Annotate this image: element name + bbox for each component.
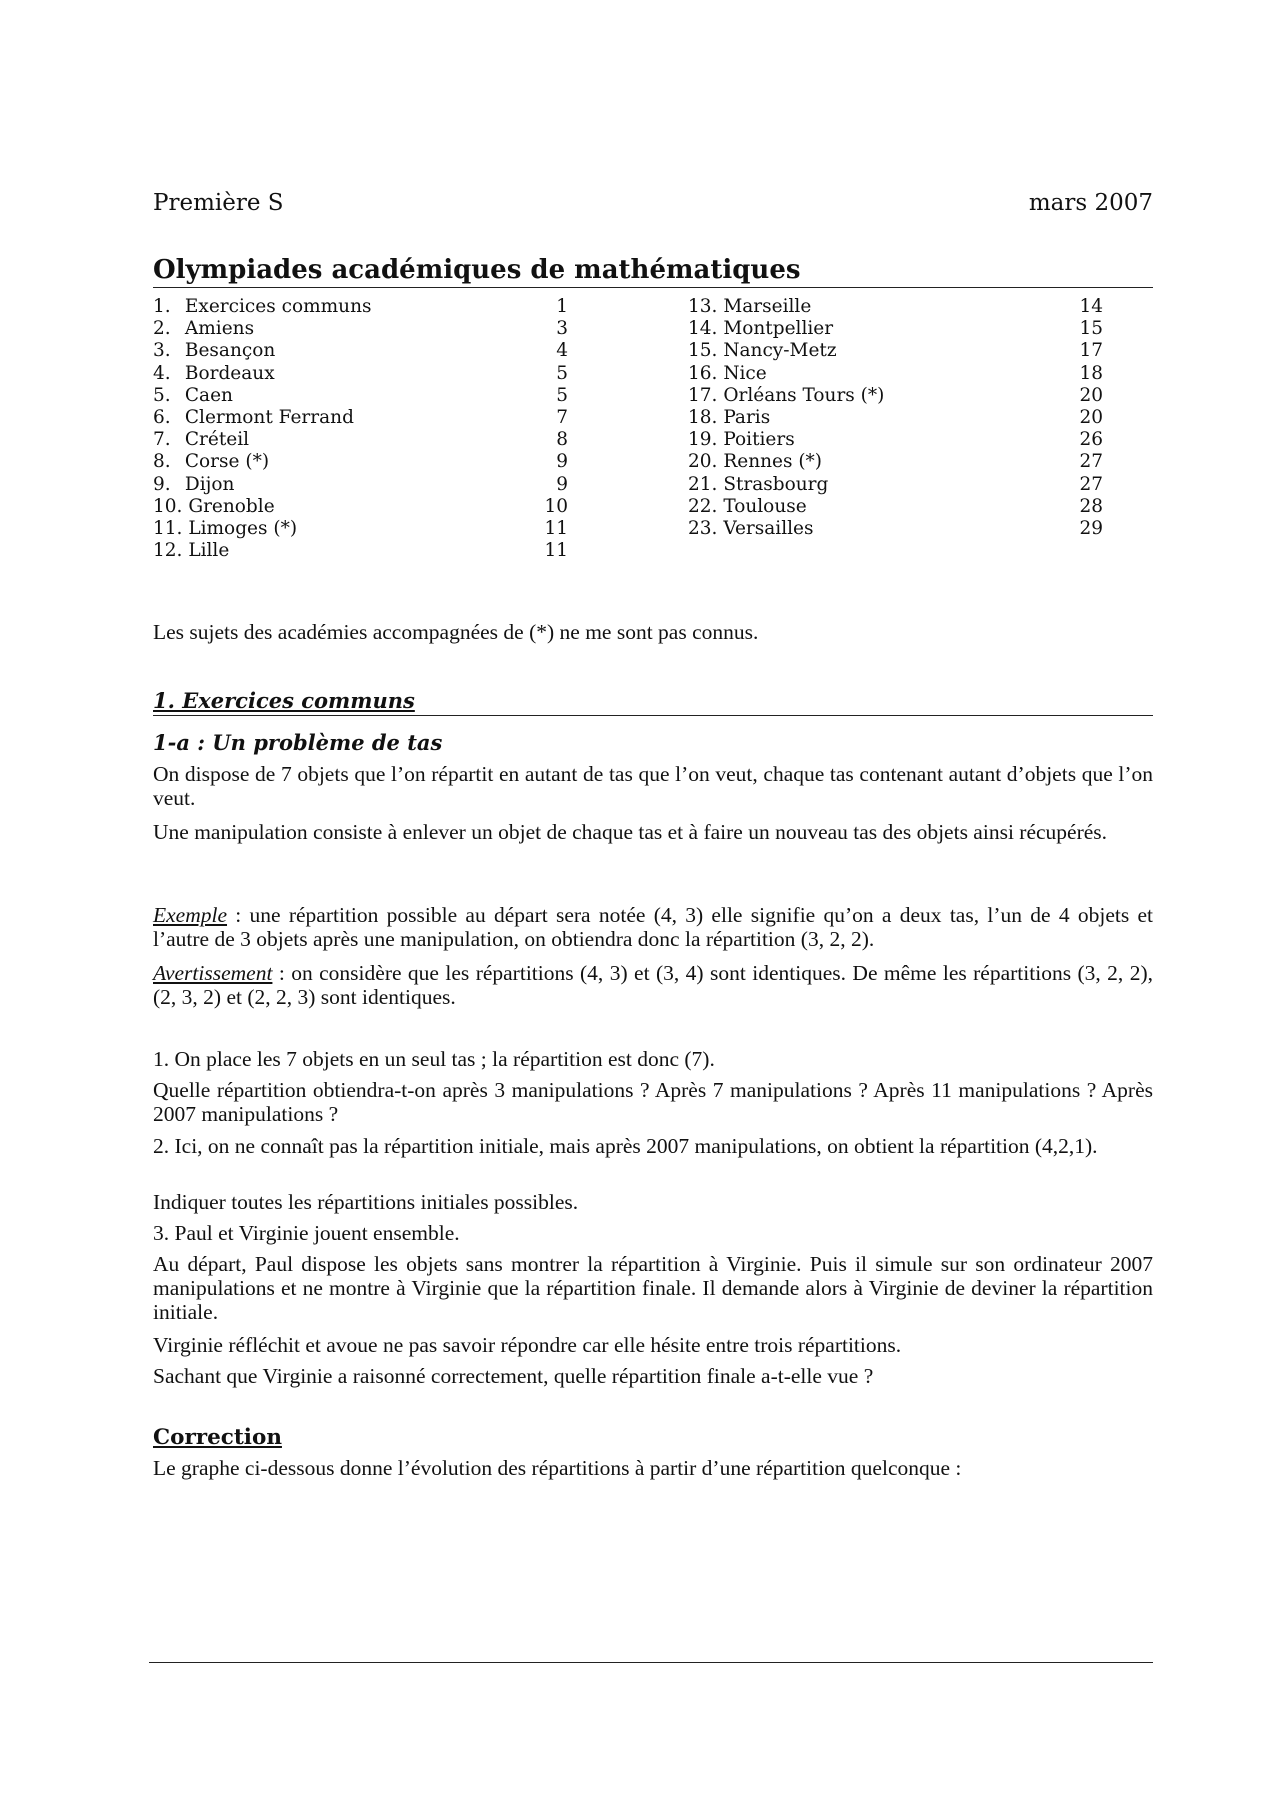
toc-entry-label bbox=[688, 496, 807, 518]
toc-entry-name: Toulouse bbox=[723, 495, 807, 517]
question-3-hesitation: Virginie réfléchit et avoue ne pas savoir répondre car elle hésite entre trois répartitions. bbox=[153, 1333, 902, 1357]
toc-entry-label bbox=[153, 540, 229, 562]
toc-entry-number: 7. bbox=[153, 429, 171, 451]
toc-entry bbox=[153, 296, 568, 318]
question-1-detail: Quelle répartition obtiendra-t-on après 3 manipulations ? Après 7 manipulations ? Après 11 manipulations ? Après 2007 manipulations ? bbox=[153, 1078, 1153, 1126]
toc-entry-number: 5. bbox=[153, 384, 171, 406]
exercise-title: 1-a : Un problème de tas bbox=[153, 730, 443, 755]
toc-entry-page: 5 bbox=[556, 384, 568, 406]
toc-entry-name: Versailles bbox=[723, 517, 814, 539]
toc-entry-name: Créteil bbox=[184, 429, 250, 451]
toc-entry-page: 20 bbox=[1079, 406, 1103, 428]
toc-entry-page: 9 bbox=[556, 451, 568, 473]
toc-entry-name: Grenoble bbox=[188, 495, 275, 517]
toc-entry-page: 11 bbox=[544, 517, 568, 539]
toc-entry-number: 19. bbox=[688, 429, 718, 451]
toc-entry-page: 3 bbox=[556, 318, 568, 340]
toc-entry-name: Exercices communs bbox=[184, 296, 372, 317]
example-label: Exemple bbox=[153, 903, 228, 927]
correction-text: Le graphe ci-dessous donne l’évolution des répartitions à partir d’une répartition quelconque : bbox=[153, 1456, 962, 1480]
question-3: 3. Paul et Virginie jouent ensemble. bbox=[153, 1221, 460, 1245]
toc-entry-name: Strasbourg bbox=[723, 473, 829, 495]
toc-entry-name: Limoges (*) bbox=[188, 517, 298, 539]
toc-entry-label bbox=[153, 451, 269, 473]
toc-entry-number: 1. bbox=[153, 296, 171, 317]
toc-entry bbox=[153, 318, 568, 340]
toc-entry-name: Dijon bbox=[184, 473, 235, 495]
toc-entry-number: 21. bbox=[688, 473, 718, 495]
toc-entry-name: Amiens bbox=[184, 318, 255, 340]
toc-entry-page: 20 bbox=[1079, 384, 1103, 406]
toc-entry-page: 5 bbox=[556, 362, 568, 384]
toc-entry-number: 3. bbox=[153, 340, 171, 362]
toc-right-column bbox=[688, 296, 1103, 540]
toc-entry-page: 1 bbox=[556, 296, 568, 317]
page-header bbox=[153, 190, 1153, 216]
toc-entry bbox=[688, 296, 1103, 318]
toc-entry-name: Paris bbox=[723, 406, 771, 428]
toc-entry bbox=[153, 385, 568, 407]
toc-entry bbox=[153, 429, 568, 451]
toc-entry-page: 15 bbox=[1079, 318, 1103, 340]
toc-entry bbox=[153, 340, 568, 362]
toc-entry bbox=[688, 340, 1103, 362]
toc-entry-page: 26 bbox=[1079, 429, 1103, 451]
toc-entry-label bbox=[153, 407, 354, 429]
toc-entry-name: Lille bbox=[188, 540, 230, 562]
toc-entry-page: 7 bbox=[556, 406, 568, 428]
toc-entry-number: 10. bbox=[153, 495, 183, 517]
toc-entry-number: 17. bbox=[688, 384, 718, 406]
header-date: mars 2007 bbox=[1028, 190, 1153, 216]
question-2: 2. Ici, on ne connaît pas la répartition initiale, mais après 2007 manipulations, on obtient la répartition (4,2,1). bbox=[153, 1134, 1098, 1158]
toc-entry-name: Bordeaux bbox=[184, 362, 275, 384]
toc-entry-name: Nice bbox=[723, 362, 767, 384]
toc-entry-name: Orléans Tours (*) bbox=[723, 384, 885, 406]
toc-entry-number: 18. bbox=[688, 406, 718, 428]
toc-entry-page: 27 bbox=[1079, 451, 1103, 473]
toc-entry bbox=[688, 385, 1103, 407]
toc-entry-name: Poitiers bbox=[723, 429, 795, 451]
toc-entry-page: 27 bbox=[1079, 473, 1103, 495]
unknown-subjects-note: Les sujets des académies accompagnées de (*) ne me sont pas connus. bbox=[153, 620, 759, 644]
toc-entry-page: 8 bbox=[556, 429, 568, 451]
toc-entry-page: 14 bbox=[1079, 296, 1103, 317]
correction-title: Correction bbox=[153, 1425, 282, 1450]
toc-entry-name: Rennes (*) bbox=[723, 451, 823, 473]
toc-entry-number: 8. bbox=[153, 451, 171, 473]
toc-entry-name: Montpellier bbox=[723, 318, 834, 340]
toc-entry bbox=[153, 363, 568, 385]
toc-entry-name: Marseille bbox=[723, 296, 812, 317]
toc-entry-label bbox=[153, 518, 297, 540]
toc-entry-name: Corse (*) bbox=[184, 451, 270, 473]
toc-entry-page: 18 bbox=[1079, 362, 1103, 384]
toc-entry-label bbox=[688, 296, 811, 318]
toc-entry-label bbox=[153, 474, 234, 496]
toc-entry bbox=[688, 318, 1103, 340]
toc-entry-name: Nancy-Metz bbox=[723, 340, 837, 362]
footer-divider bbox=[149, 1662, 1153, 1663]
toc-entry-name: Besançon bbox=[184, 340, 276, 362]
toc-entry-number: 9. bbox=[153, 473, 171, 495]
toc-entry-number: 12. bbox=[153, 540, 183, 562]
intro-paragraph-1: On dispose de 7 objets que l’on répartit en autant de tas que l’on veut, chaque tas contenant autant d’objets que l’on veut. bbox=[153, 762, 1153, 810]
toc-entry-label bbox=[153, 340, 275, 362]
intro-paragraph-2: Une manipulation consiste à enlever un objet de chaque tas et à faire un nouveau tas des objets ainsi récupérés. bbox=[153, 820, 1108, 844]
toc-entry-page: 28 bbox=[1079, 495, 1103, 517]
toc-entry-label bbox=[688, 318, 833, 340]
toc-entry-page: 11 bbox=[544, 540, 568, 562]
toc-entry bbox=[688, 407, 1103, 429]
toc-entry-label bbox=[153, 496, 275, 518]
toc-entry-label bbox=[688, 340, 837, 362]
toc-entry-number: 11. bbox=[153, 517, 183, 539]
question-2-detail: Indiquer toutes les répartitions initiales possibles. bbox=[153, 1190, 579, 1214]
toc-entry-number: 23. bbox=[688, 517, 718, 539]
toc-entry-number: 4. bbox=[153, 362, 171, 384]
toc-entry-number: 13. bbox=[688, 296, 718, 317]
toc-entry-page: 29 bbox=[1079, 517, 1103, 539]
example-text: : une répartition possible au départ sera notée (4, 3) elle signifie qu’on a deux tas, l’un de 4 objets et l’autre de 3 objets après une manipulation, on obtiendra donc la répartition (3, 2, 2). bbox=[153, 903, 1153, 951]
warning-paragraph bbox=[153, 961, 1153, 1009]
warning-text: : on considère que les répartitions (4, 3) et (3, 4) sont identiques. De même les répartitions (3, 2, 2), (2, 3, 2) et (2, 2, 3) sont identiques. bbox=[153, 961, 1153, 1009]
toc-entry bbox=[153, 407, 568, 429]
toc-entry bbox=[688, 429, 1103, 451]
toc-entry-name: Clermont Ferrand bbox=[184, 406, 354, 428]
question-3-context: Au départ, Paul dispose les objets sans montrer la répartition à Virginie. Puis il simule sur son ordinateur 2007 manipulations et ne montre à Virginie que la répartition finale. Il demande alors à Virginie de deviner la répartition initiale. bbox=[153, 1252, 1153, 1324]
toc-entry bbox=[153, 540, 568, 562]
toc-entry-label bbox=[688, 451, 822, 473]
question-3-ask: Sachant que Virginie a raisonné correctement, quelle répartition finale a-t-elle vue ? bbox=[153, 1364, 874, 1388]
toc-entry-page: 9 bbox=[556, 473, 568, 495]
toc-entry-page: 4 bbox=[556, 340, 568, 362]
toc-entry bbox=[153, 451, 568, 473]
toc-entry bbox=[153, 496, 568, 518]
toc-entry-label bbox=[153, 318, 254, 340]
example-paragraph bbox=[153, 903, 1153, 951]
toc-entry bbox=[688, 474, 1103, 496]
toc-entry-number: 6. bbox=[153, 406, 171, 428]
toc-entry bbox=[153, 474, 568, 496]
toc-entry-label bbox=[153, 385, 233, 407]
toc-entry-number: 22. bbox=[688, 495, 718, 517]
header-class: Première S bbox=[153, 190, 284, 216]
toc-entry-name: Caen bbox=[184, 384, 233, 406]
toc-entry-label bbox=[688, 518, 813, 540]
toc-entry-page: 17 bbox=[1079, 340, 1103, 362]
toc-entry-number: 14. bbox=[688, 318, 718, 340]
toc-entry-page: 10 bbox=[544, 495, 568, 517]
toc-entry-number: 20. bbox=[688, 451, 718, 473]
toc-entry-label bbox=[153, 429, 249, 451]
toc-entry bbox=[688, 496, 1103, 518]
toc-entry-number: 2. bbox=[153, 318, 171, 340]
toc-entry bbox=[688, 363, 1103, 385]
toc-entry-label bbox=[688, 363, 767, 385]
toc-entry-label bbox=[688, 474, 828, 496]
toc-left-column bbox=[153, 296, 568, 562]
section-title-text: 1. Exercices communs bbox=[153, 688, 415, 713]
toc-entry-label bbox=[153, 296, 372, 318]
toc-entry-label bbox=[153, 363, 275, 385]
toc-entry-label bbox=[688, 429, 795, 451]
question-1: 1. On place les 7 objets en un seul tas ; la répartition est donc (7). bbox=[153, 1047, 715, 1071]
warning-label: Avertissement bbox=[153, 961, 273, 985]
toc-entry bbox=[153, 518, 568, 540]
toc-entry-label bbox=[688, 385, 884, 407]
toc-entry bbox=[688, 518, 1103, 540]
section-title bbox=[153, 688, 1153, 716]
toc-entry-number: 15. bbox=[688, 340, 718, 362]
toc-entry-label bbox=[688, 407, 770, 429]
toc-entry bbox=[688, 451, 1103, 473]
toc-entry-number: 16. bbox=[688, 362, 718, 384]
document-title: Olympiades académiques de mathématiques bbox=[153, 255, 1153, 288]
